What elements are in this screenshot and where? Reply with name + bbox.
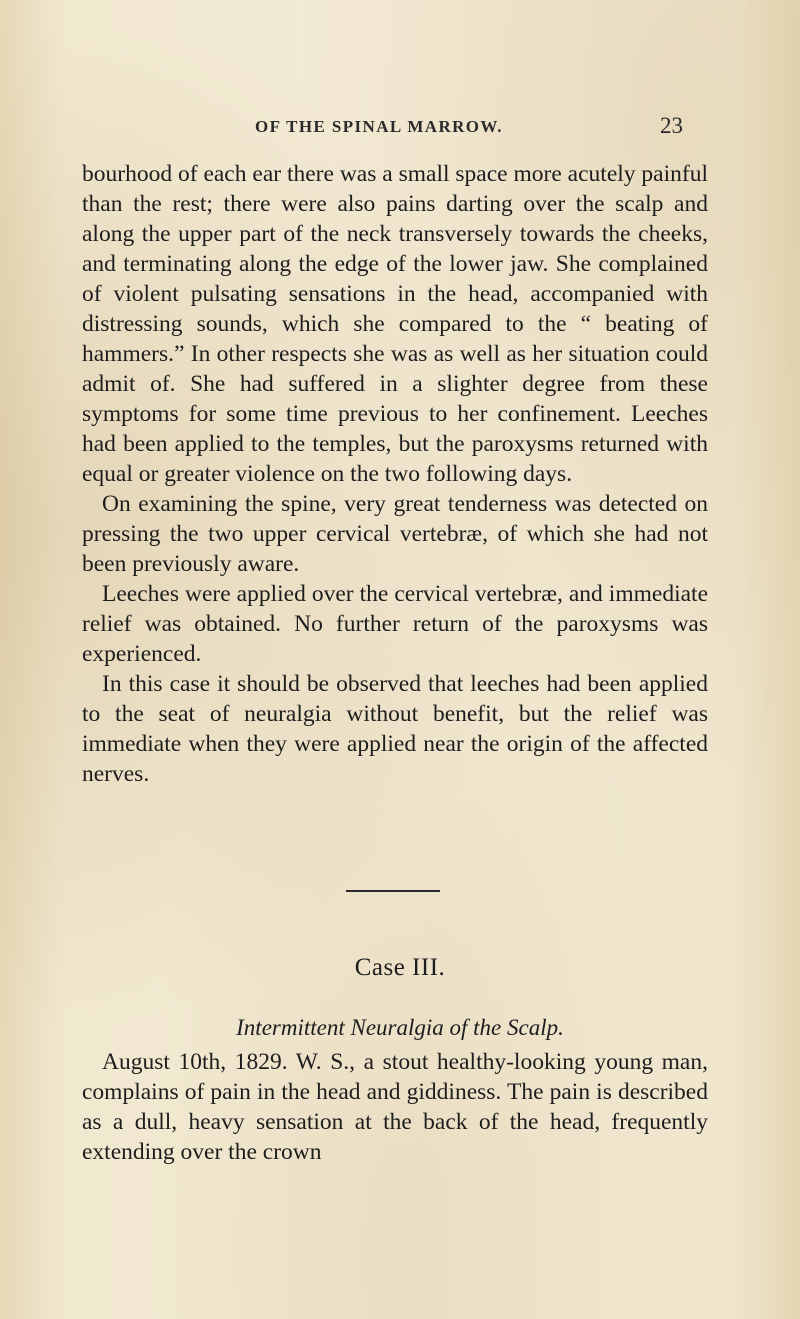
- page-number: 23: [660, 113, 683, 138]
- section-divider: [346, 890, 440, 892]
- case-text: [82, 1047, 708, 1167]
- paragraph: bourhood of each ear there was a small space more acutely painful than the rest; there were also pains darting over the scalp and along the upper part of the neck transversely towards the cheeks, and terminating along the edge of the lower jaw. She complained of violent pulsating sensations in the head, accompanied with distressing sounds, which she compared to the “ beating of hammers.” In other respects she was as well as her situation could admit of. She had suffered in a slighter degree from these symptoms for some time previous to her confinement. Leeches had been applied to the temples, but the paroxysms returned with equal or greater violence on the two following days.: [82, 161, 708, 487]
- case-heading: Case III.: [354, 954, 446, 981]
- paragraph: Leeches were applied over the cervical vertebræ, and immediate relief was obtained. No further return of the paroxysms was experienced.: [82, 581, 708, 667]
- running-head-title: OF THE SPINAL MARROW.: [255, 117, 503, 136]
- paragraph: August 10th, 1829. W. S., a stout healthy-looking young man, complains of pain in the head and giddiness. The pain is described as a dull, heavy sensation at the back of the head, frequently extending over the crown: [82, 1049, 708, 1165]
- body-text: [82, 159, 708, 789]
- case-subtitle: Intermittent Neuralgia of the Scalp.: [236, 1015, 564, 1040]
- paragraph: On examining the spine, very great tenderness was detected on pressing the two upper cervical vertebræ, of which she had not been previously aware.: [82, 491, 708, 577]
- paragraph: In this case it should be observed that leeches had been applied to the seat of neuralgia without benefit, but the relief was immediate when they were applied near the origin of the affected nerves.: [82, 671, 708, 787]
